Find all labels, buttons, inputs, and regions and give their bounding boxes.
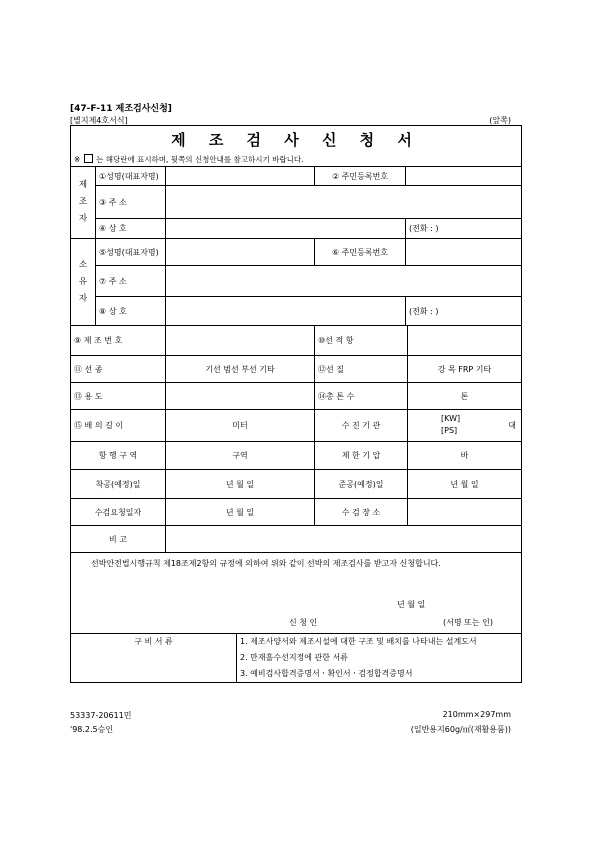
page-side-label: (앞쪽) [489,116,511,125]
detail-value[interactable] [408,326,522,356]
detail-label: 수검요청일자 [71,499,166,526]
documents-list [237,634,522,683]
detail-label: 항 행 구 역 [71,442,166,470]
owner-trade-field[interactable] [166,297,406,326]
detail-label: 제 한 기 압 [315,442,408,470]
detail-label: 수 검 장 소 [315,499,408,526]
detail-label: 착공(예정)일 [71,470,166,499]
inspection-place-field[interactable] [408,499,522,526]
engine-count-unit: 대 [508,420,517,430]
engine-unit-kw: [KW] [441,413,461,423]
statement-date[interactable]: 년 월 일 [397,600,426,609]
checkbox-icon [84,154,93,163]
request-date-field[interactable]: 년 월 일 [166,499,315,526]
owner-name-field[interactable] [166,239,315,266]
navigation-area-field[interactable]: 구역 [166,442,315,470]
statement-text: 선박안전법시행규칙 제18조제2항의 규정에 의하여 위와 같이 선박의 제조검사를 받고자 신청합니다. [91,559,441,568]
length-field[interactable]: 미터 [166,410,315,442]
detail-label: ⑬ 용 도 [71,383,166,410]
owner-phone[interactable]: (전화 : ) [406,297,522,326]
detail-label: ⑭총 톤 수 [315,383,408,410]
remarks-field[interactable] [166,526,522,553]
form-number: 53337-20611민 [70,711,132,720]
form-code: [47-F-11 제조검사신청] [70,104,172,114]
owner-group-label: 소 유 자 [71,239,96,326]
manufacturer-trade-label: ④ 상 호 [96,219,166,239]
manufacturer-name-label: ①성명(대표자명) [96,167,166,186]
remarks-label: 비 고 [71,526,166,553]
owner-name-label: ⑤성명(대표자명) [96,239,166,266]
form-title: 제 조 검 사 신 청 서 [71,126,522,153]
statement-block [71,553,522,634]
document-item: 2. 만재흘수선지정에 관한 서류 [240,653,348,662]
owner-reg-label: ⑥ 주민등록번호 [315,239,406,266]
manufacturer-name-field[interactable] [166,167,315,186]
manufacturer-reg-field[interactable] [406,167,522,186]
engine-field[interactable] [408,410,522,442]
owner-reg-field[interactable] [406,239,522,266]
detail-label: 준공(예정)일 [315,470,408,499]
detail-label: ⑪ 선 종 [71,356,166,383]
detail-value[interactable] [166,326,315,356]
start-date-field[interactable]: 년 월 일 [166,470,315,499]
documents-label: 구 비 서 류 [71,634,237,683]
manufacturer-address-label: ③ 주 소 [96,186,166,219]
vessel-type-options[interactable]: 기선 범선 부선 기타 [166,356,315,383]
owner-address-field[interactable] [166,266,522,297]
form-note: ※ 는 해당란에 표시하며, 뒷쪽의 신청안내를 참고하시기 바랍니다. [71,152,522,167]
form-reference: [별지제4호서식] [70,116,128,125]
owner-address-label: ⑦ 주 소 [96,266,166,297]
pressure-field[interactable]: 바 [408,442,522,470]
detail-label: ⑫선 질 [315,356,408,383]
approval-date: '98.2.5승인 [70,725,114,734]
document-item: 1. 제조사양서와 제조시설에 대한 구조 및 배치를 나타내는 설계도서 [240,637,477,646]
gross-tonnage-field[interactable]: 톤 [408,383,522,410]
completion-date-field[interactable]: 년 월 일 [408,470,522,499]
detail-label: ⑮ 배 의 길 이 [71,410,166,442]
hull-material-options[interactable]: 강 목 FRP 기타 [408,356,522,383]
detail-label: 수 진 기 관 [315,410,408,442]
owner-trade-label: ⑧ 상 호 [96,297,166,326]
document-item: 3. 예비검사합격증명서ㆍ확인서ㆍ검정합격증명서 [240,669,413,678]
paper-spec: (일반용지60g/㎡(재활용품)) [410,725,511,734]
paper-size: 210mm×297mm [442,710,511,719]
detail-value[interactable] [166,383,315,410]
application-form-table [70,125,522,683]
manufacturer-reg-label: ② 주민등록번호 [315,167,406,186]
manufacturer-address-field[interactable] [166,186,522,219]
manufacturer-trade-field[interactable] [166,219,406,239]
signature-label[interactable]: (서명 또는 인) [443,618,493,627]
manufacturer-phone[interactable]: (전화 : ) [406,219,522,239]
detail-label: ⑩선 적 항 [315,326,408,356]
engine-unit-ps: [PS] [441,425,458,435]
applicant-label: 신 청 인 [289,618,318,627]
detail-label: ⑨ 제 조 번 호 [71,326,166,356]
manufacturer-group-label: 제 조 자 [71,167,96,239]
